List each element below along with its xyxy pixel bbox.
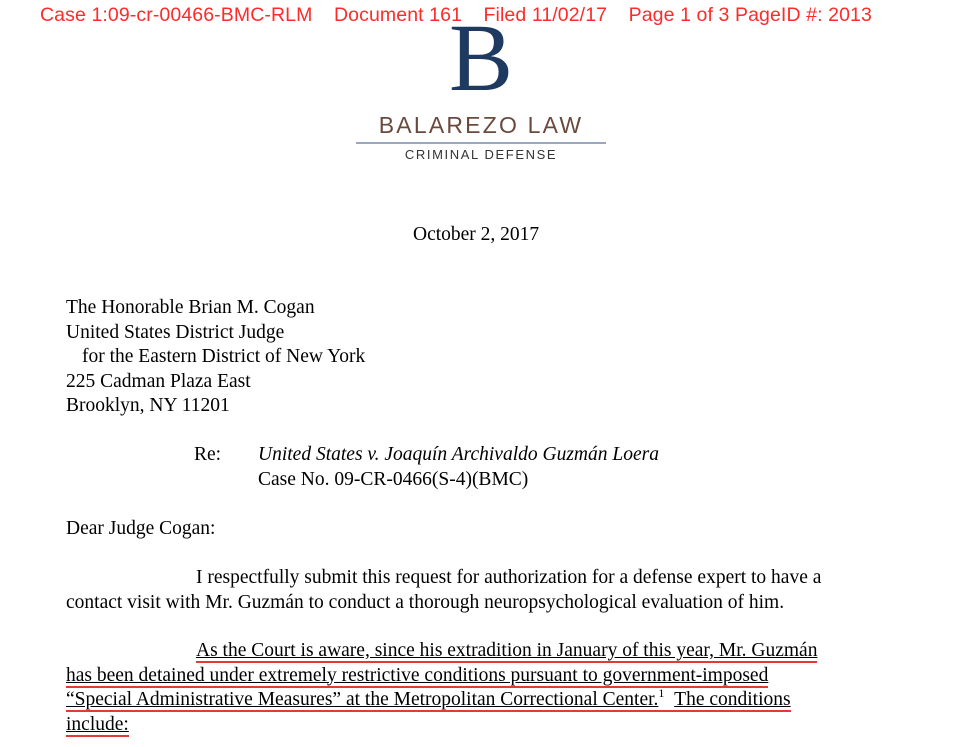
paragraph-line: The conditions: [674, 689, 791, 710]
letterhead-divider: [356, 142, 606, 144]
document-number: Document 161: [333, 4, 463, 26]
paragraph-line: “Special Administrative Measures” at the Metropolitan Correctional Center.: [66, 689, 659, 710]
paragraph-conditions: [66, 639, 817, 737]
case-number-line: Case No. 09-CR-0466(S-4)(BMC): [258, 468, 529, 490]
footnote-reference: 1: [658, 686, 665, 700]
address-line: 225 Cadman Plaza East: [66, 370, 251, 392]
address-line: United States District Judge: [66, 321, 285, 343]
address-line: The Honorable Brian M. Cogan: [66, 297, 315, 318]
case-title: United States v. Joaquín Archivaldo Guzmán Loera: [258, 444, 659, 465]
paragraph-line: include:: [66, 713, 129, 735]
logo-letter: B: [448, 14, 514, 98]
paragraph-line: I respectfully submit this request for authorization for a defense expert to have a: [196, 567, 822, 588]
re-block: [258, 443, 659, 492]
address-line: Brooklyn, NY 11201: [66, 395, 230, 416]
ecf-header-stamp: [40, 4, 872, 27]
salutation: Dear Judge Cogan:: [66, 518, 216, 539]
re-label: Re:: [194, 444, 222, 465]
filed-date: Filed 11/02/17: [483, 4, 608, 26]
paragraph-line: contact visit with Mr. Guzmán to conduct a thorough neuropsychological evaluation of him.: [66, 591, 785, 613]
recipient-address: [66, 296, 365, 419]
paragraph-line: As the Court is aware, since his extradition in January of this year, Mr. Guzmán: [196, 640, 818, 661]
address-line: for the Eastern District of New York: [82, 346, 366, 367]
paragraph-line: has been detained under extremely restrictive conditions pursuant to government-imposed: [66, 664, 769, 686]
firm-subtitle: CRIMINAL DEFENSE: [404, 147, 558, 162]
letter-date: October 2, 2017: [413, 224, 540, 245]
case-number: Case 1:09-cr-00466-BMC-RLM: [40, 4, 313, 26]
paragraph-request: [66, 566, 821, 615]
page-id: Page 1 of 3 PageID #: 2013: [628, 4, 872, 26]
firm-name: BALAREZO LAW: [378, 112, 584, 138]
